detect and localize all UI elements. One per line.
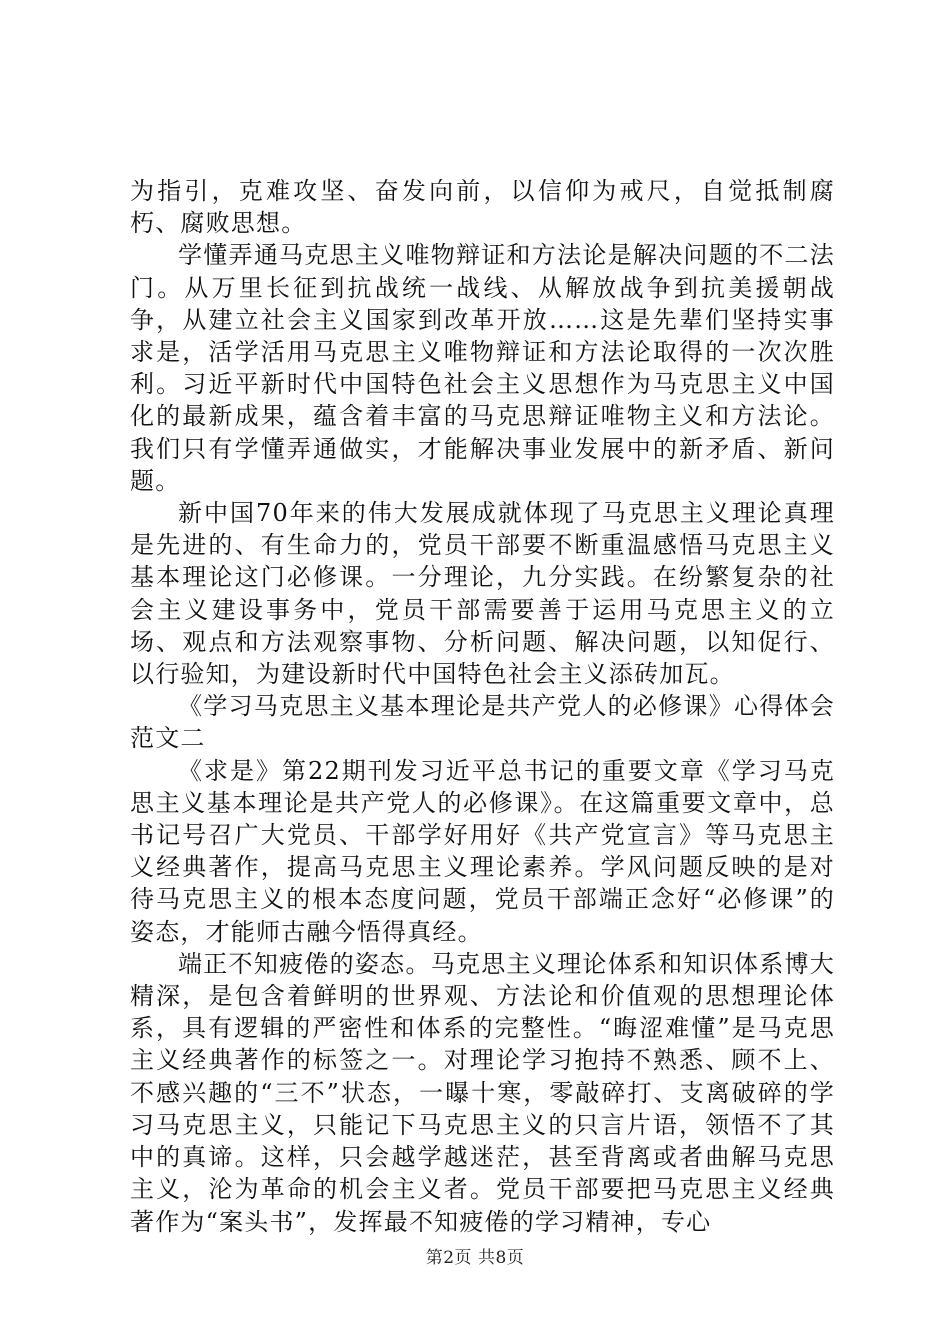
section-heading: 《学习马克思主义基本理论是共产党人的必修课》心得体会范文二 [130, 692, 835, 753]
paragraph-qiushi: 《求是》第22期刊发习近平总书记的重要文章《学习马克思主义基本理论是共产党人的必修课》。在这篇重要文章中，总书记号召广大党员、干部学好用好《共产党宣言》等马克思主义经典著作，提高马克思主义理论素养。学风问题反映的是对待马克思主义的根本态度问题，党员干部端正念好“必修课”的姿态，才能师古融今悟得真经。 [130, 756, 835, 946]
paragraph-tireless-attitude: 端正不知疲倦的姿态。马克思主义理论体系和知识体系博大精深，是包含着鲜明的世界观、方法论和价值观的思想理论体系，具有逻辑的严密性和体系的完整性。“晦涩难懂”是马克思主义经典著作的标签之一。对理论学习抱持不熟悉、顾不上、不感兴趣的“三不”状态，一曝十寒，零敲碎打、支离破碎的学习马克思主义，只能记下马克思主义的只言片语，领悟不了其中的真谛。这样，只会越学越迷茫，甚至背离或者曲解马克思主义，沦为革命的机会主义者。党员干部要把马克思主义经典著作为“案头书”，发挥最不知疲倦的学习精神，专心 [130, 949, 835, 1236]
paragraph-continuation: 为指引，克难攻坚、奋发向前，以信仰为戒尺，自觉抵制腐朽、腐败思想。 [130, 177, 835, 238]
document-body [130, 175, 835, 1238]
page-number-footer: 第2页 共8页 [425, 1248, 525, 1268]
paragraph-dialectics: 学懂弄通马克思主义唯物辩证和方法论是解决问题的不二法门。从万里长征到抗战统一战线、从解放战争到抗美援朝战争，从建立社会主义国家到改革开放……这是先辈们坚持实事求是，活学活用马克思主义唯物辩证和方法论取得的一次次胜利。习近平新时代中国特色社会主义思想作为马克思主义中国化的最新成果，蕴含着丰富的马克思辩证唯物主义和方法论。我们只有学懂弄通做实，才能解决事业发展中的新矛盾、新问题。 [130, 241, 835, 495]
paragraph-achievements: 新中国70年来的伟大发展成就体现了马克思主义理论真理是先进的、有生命力的，党员干部要不断重温感悟马克思主义基本理论这门必修课。一分理论，九分实践。在纷繁复杂的社会主义建设事务中，党员干部需要善于运用马克思主义的立场、观点和方法观察事物、分析问题、解决问题，以知促行、以行验知，为建设新时代中国特色社会主义添砖加瓦。 [130, 499, 835, 689]
